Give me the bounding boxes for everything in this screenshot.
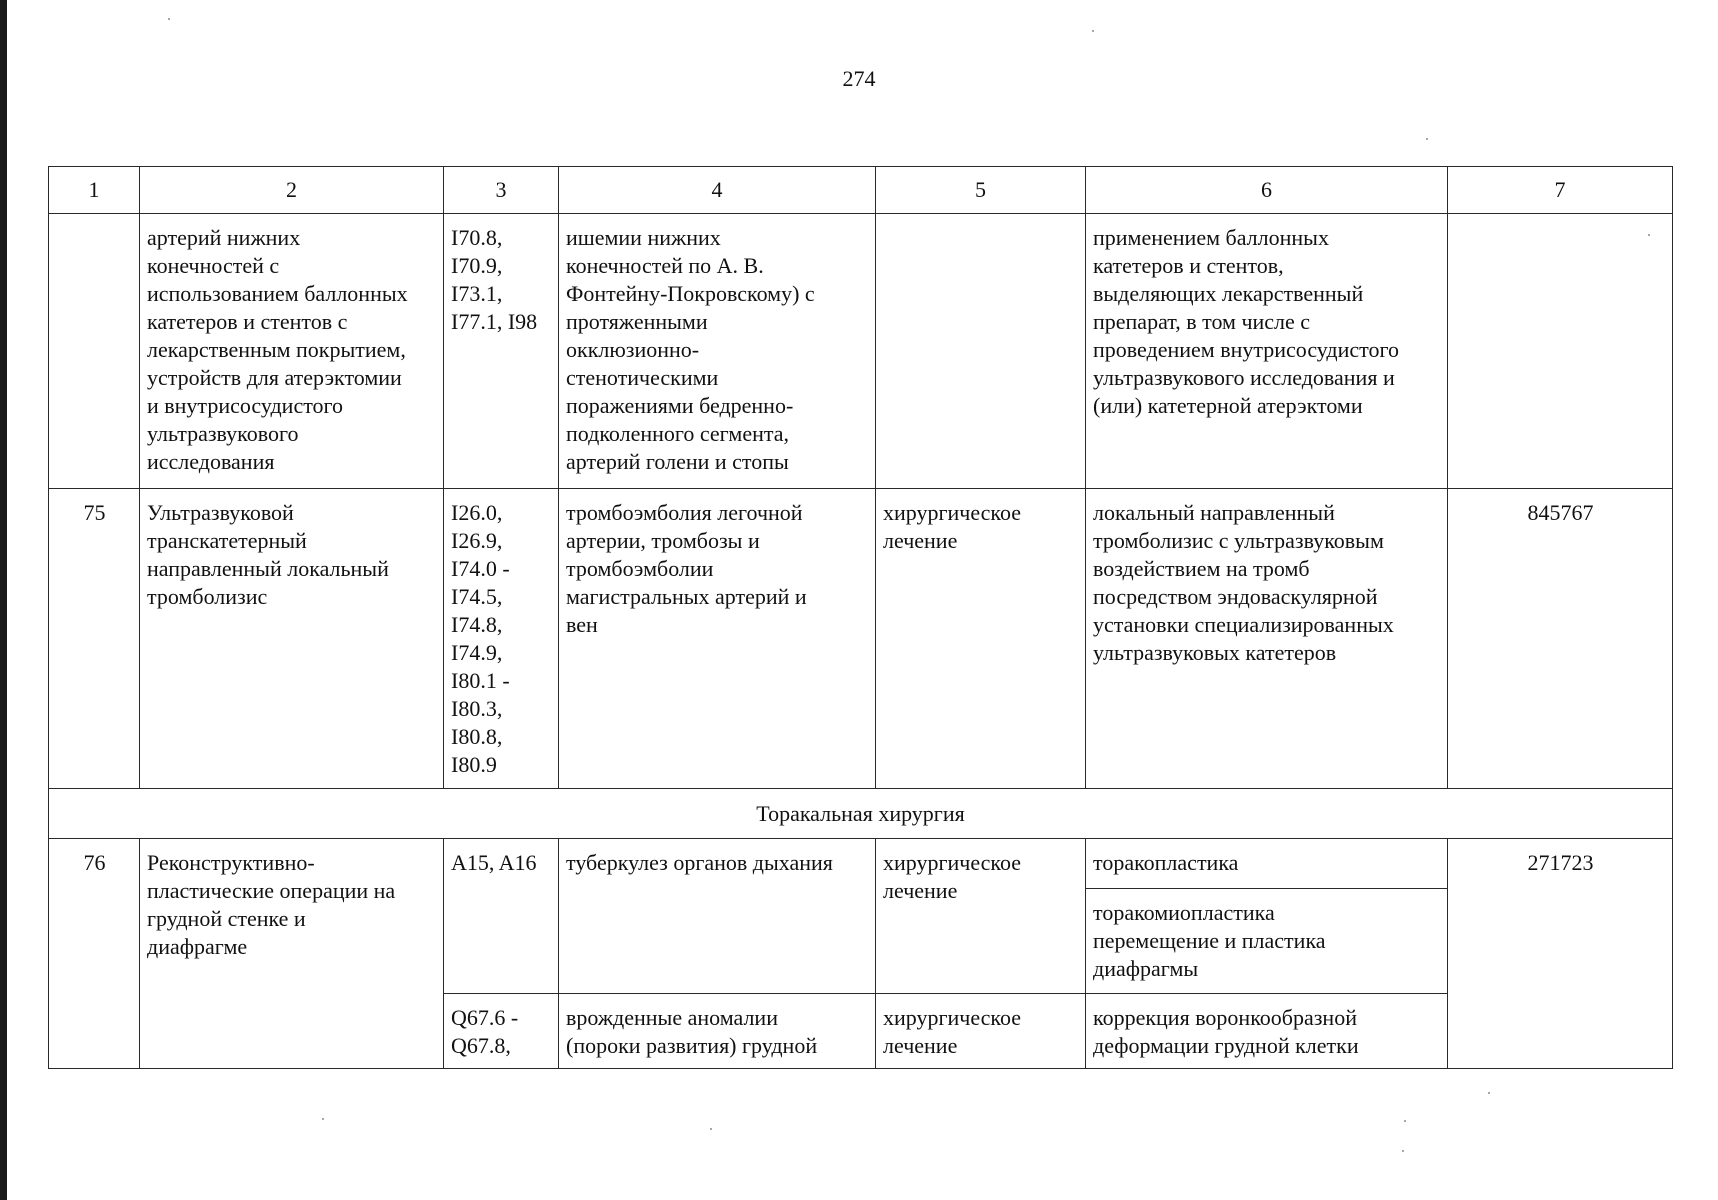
header-cell-6: 6 — [1086, 167, 1448, 214]
scan-speck — [322, 1118, 324, 1120]
section-row — [49, 789, 1673, 839]
cell-treatment-type: хирургическое лечение — [876, 994, 1086, 1069]
cell-method: торакопластика — [1086, 839, 1448, 889]
scan-speck — [168, 18, 170, 20]
table-row-continued — [49, 214, 1673, 489]
cell-number: 75 — [49, 489, 140, 789]
header-cell-3: 3 — [444, 167, 559, 214]
header-cell-7: 7 — [1448, 167, 1673, 214]
table-row-76a — [49, 839, 1673, 889]
cell-service-name: артерий нижних конечностей с использованием баллонных катетеров и стентов с лекарственным покрытием, устройств для атерэктомии и внутрисосудистого ультразвукового исследования — [140, 214, 444, 489]
services-table — [48, 166, 1673, 1069]
scan-speck — [710, 1128, 712, 1130]
cell-patient-model: врожденные аномалии (пороки развития) грудной — [559, 994, 876, 1069]
section-title: Торакальная хирургия — [49, 789, 1673, 839]
table-row-75 — [49, 489, 1673, 789]
cell-treatment-type: хирургическое лечение — [876, 839, 1086, 994]
cell-icd-codes: I26.0, I26.9, I74.0 - I74.5, I74.8, I74.9, I80.1 - I80.3, I80.8, I80.9 — [444, 489, 559, 789]
cell-price: 271723 — [1448, 839, 1673, 1069]
cell-price — [1448, 214, 1673, 489]
cell-icd-codes: I70.8, I70.9, I73.1, I77.1, I98 — [444, 214, 559, 489]
table-header-row — [49, 167, 1673, 214]
cell-service-name: Ультразвуковой транскатетерный направленный локальный тромболизис — [140, 489, 444, 789]
page-number: 274 — [842, 66, 876, 91]
cell-treatment-type — [876, 214, 1086, 489]
scan-speck — [1488, 1092, 1490, 1094]
header-cell-5: 5 — [876, 167, 1086, 214]
scan-speck — [1404, 1120, 1406, 1122]
cell-patient-model: ишемии нижних конечностей по А. В. Фонтейну-Покровскому) с протяженными окклюзионно- стенотическими поражениями бедренно- подколенного сегмента, артерий голени и стопы — [559, 214, 876, 489]
cell-method: локальный направленный тромболизис с ультразвуковым воздействием на тромб посредством эндоваскулярной установки специализированных ультразвуковых катетеров — [1086, 489, 1448, 789]
cell-patient-model: тромбоэмболия легочной артерии, тромбозы и тромбоэмболии магистральных артерий и вен — [559, 489, 876, 789]
cell-treatment-type: хирургическое лечение — [876, 489, 1086, 789]
scan-speck — [1648, 234, 1650, 236]
cell-method: торакомиопластика перемещение и пластика диафрагмы — [1086, 889, 1448, 994]
header-cell-1: 1 — [49, 167, 140, 214]
scan-left-edge — [0, 0, 7, 1200]
cell-number: 76 — [49, 839, 140, 1069]
scan-speck — [1092, 30, 1094, 32]
cell-service-name: Реконструктивно- пластические операции на грудной стенке и диафрагме — [140, 839, 444, 1069]
header-cell-2: 2 — [140, 167, 444, 214]
cell-price: 845767 — [1448, 489, 1673, 789]
scan-speck — [1402, 1150, 1404, 1152]
header-cell-4: 4 — [559, 167, 876, 214]
cell-patient-model: туберкулез органов дыхания — [559, 839, 876, 994]
cell-icd-codes: A15, A16 — [444, 839, 559, 994]
cell-method: коррекция воронкообразной деформации грудной клетки — [1086, 994, 1448, 1069]
cell-icd-codes: Q67.6 - Q67.8, — [444, 994, 559, 1069]
scan-speck — [1426, 138, 1428, 140]
cell-method: применением баллонных катетеров и стентов, выделяющих лекарственный препарат, в том числе с проведением внутрисосудистого ультразвукового исследования и (или) катетерной атерэктоми — [1086, 214, 1448, 489]
cell-number — [49, 214, 140, 489]
